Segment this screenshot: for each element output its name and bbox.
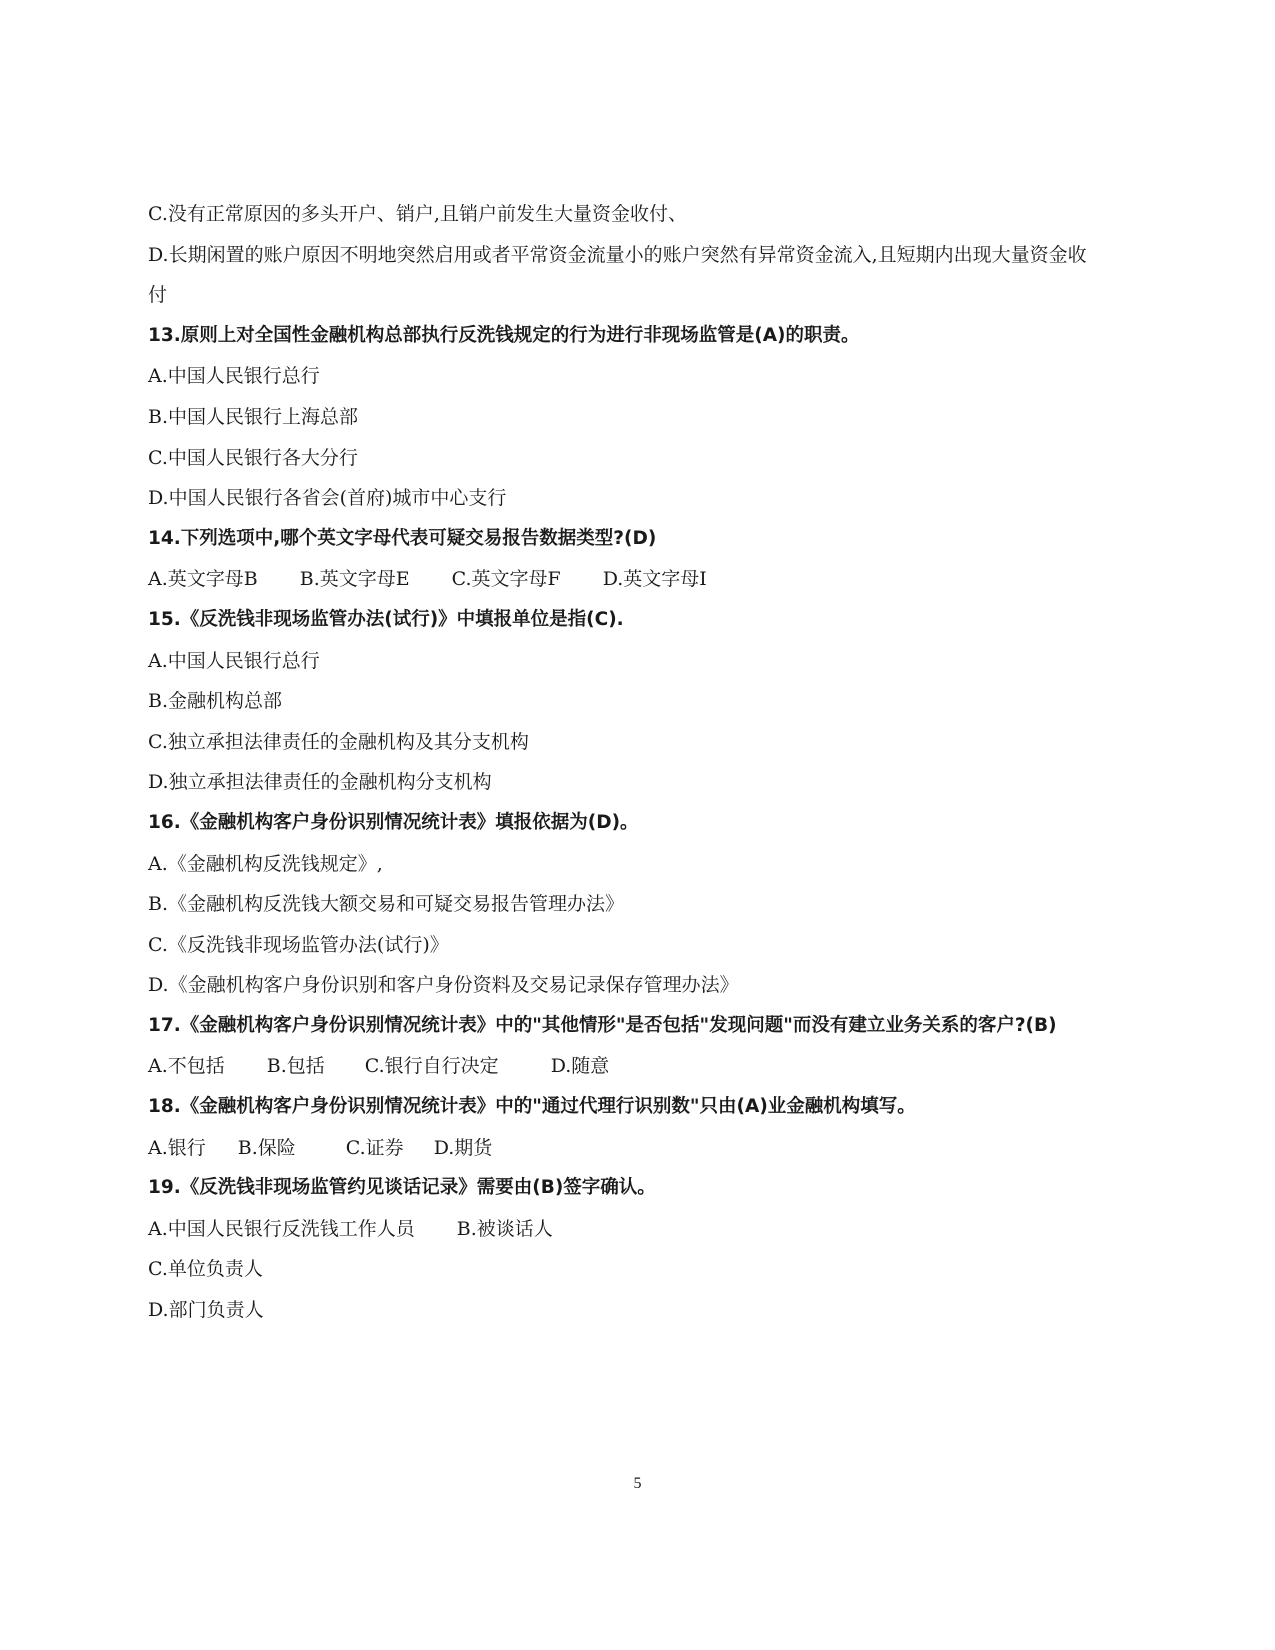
page-number: 5 xyxy=(633,1475,642,1492)
question-15: 15.《反洗钱非现场监管办法(试行)》中填报单位是指(C). xyxy=(148,608,624,630)
option-b-q19: B.被谈话人 xyxy=(456,1217,553,1240)
question-14: 14.下列选项中,哪个英文字母代表可疑交易报告数据类型?(D) xyxy=(148,527,657,549)
options-q17 xyxy=(148,1046,1088,1087)
option-b-q15: B.金融机构总部 xyxy=(148,690,283,713)
option-a-q13: A.中国人民银行总行 xyxy=(148,365,320,388)
option-c-q13: C.中国人民银行各大分行 xyxy=(148,446,358,469)
question-17: 17.《金融机构客户身份识别情况统计表》中的"其他情形"是否包括"发现问题"而没有建立业务关系的客户?(B) xyxy=(148,1014,1057,1036)
option-a-q19: A.中国人民银行反洗钱工作人员 xyxy=(148,1217,415,1240)
question-19: 19.《反洗钱非现场监管约见谈话记录》需要由(B)签字确认。 xyxy=(148,1177,656,1199)
document-body xyxy=(148,194,1088,1331)
option-b-q18: B.保险 xyxy=(237,1136,296,1159)
option-c-q16: C.《反洗钱非现场监管办法(试行)》 xyxy=(148,933,449,956)
option-b-q17: B.包括 xyxy=(266,1055,325,1078)
option-c-q18: C.证券 xyxy=(345,1136,404,1159)
option-d-q16: D.《金融机构客户身份识别和客户身份资料及交易记录保存管理办法》 xyxy=(148,974,739,997)
option-a-q17: A.不包括 xyxy=(148,1055,225,1078)
option-c-q15: C.独立承担法律责任的金融机构及其分支机构 xyxy=(148,730,529,753)
options-q18 xyxy=(148,1128,1088,1169)
question-16: 16.《金融机构客户身份识别情况统计表》填报依据为(D)。 xyxy=(148,811,639,833)
option-d-q15: D.独立承担法律责任的金融机构分支机构 xyxy=(148,771,492,794)
option-a-q16: A.《金融机构反洗钱规定》, xyxy=(148,852,383,875)
option-d-q13: D.中国人民银行各省会(首府)城市中心支行 xyxy=(148,487,507,510)
option-b-q16: B.《金融机构反洗钱大额交易和可疑交易报告管理办法》 xyxy=(148,893,625,916)
option-a-q15: A.中国人民银行总行 xyxy=(148,649,320,672)
options-q14 xyxy=(148,559,1088,600)
option-c-q14: C.英文字母F xyxy=(451,568,561,591)
option-a-q18: A.银行 xyxy=(148,1136,206,1159)
option-d-q18: D.期货 xyxy=(433,1136,493,1159)
option-c-q19: C.单位负责人 xyxy=(148,1258,263,1281)
option-c-q12: C.没有正常原因的多头开户、销户,且销户前发生大量资金收付、 xyxy=(148,203,687,225)
option-d-q12: D.长期闲置的账户原因不明地突然启用或者平常资金流量小的账户突然有异常资金流入,且短期内出现大量资金收付 xyxy=(148,243,1087,307)
question-18: 18.《金融机构客户身份识别情况统计表》中的"通过代理行识别数"只由(A)业金融机构填写。 xyxy=(148,1096,916,1118)
question-13: 13.原则上对全国性金融机构总部执行反洗钱规定的行为进行非现场监管是(A)的职责。 xyxy=(148,324,860,346)
option-d-q19: D.部门负责人 xyxy=(148,1299,264,1322)
option-b-q13: B.中国人民银行上海总部 xyxy=(148,405,359,428)
option-a-q14: A.英文字母B xyxy=(148,568,258,591)
option-d-q14: D.英文字母I xyxy=(602,568,707,591)
option-b-q14: B.英文字母E xyxy=(299,568,410,591)
option-c-q17: C.银行自行决定 xyxy=(364,1055,499,1078)
options-q19 xyxy=(148,1209,1088,1250)
option-d-q17: D.随意 xyxy=(550,1055,610,1078)
